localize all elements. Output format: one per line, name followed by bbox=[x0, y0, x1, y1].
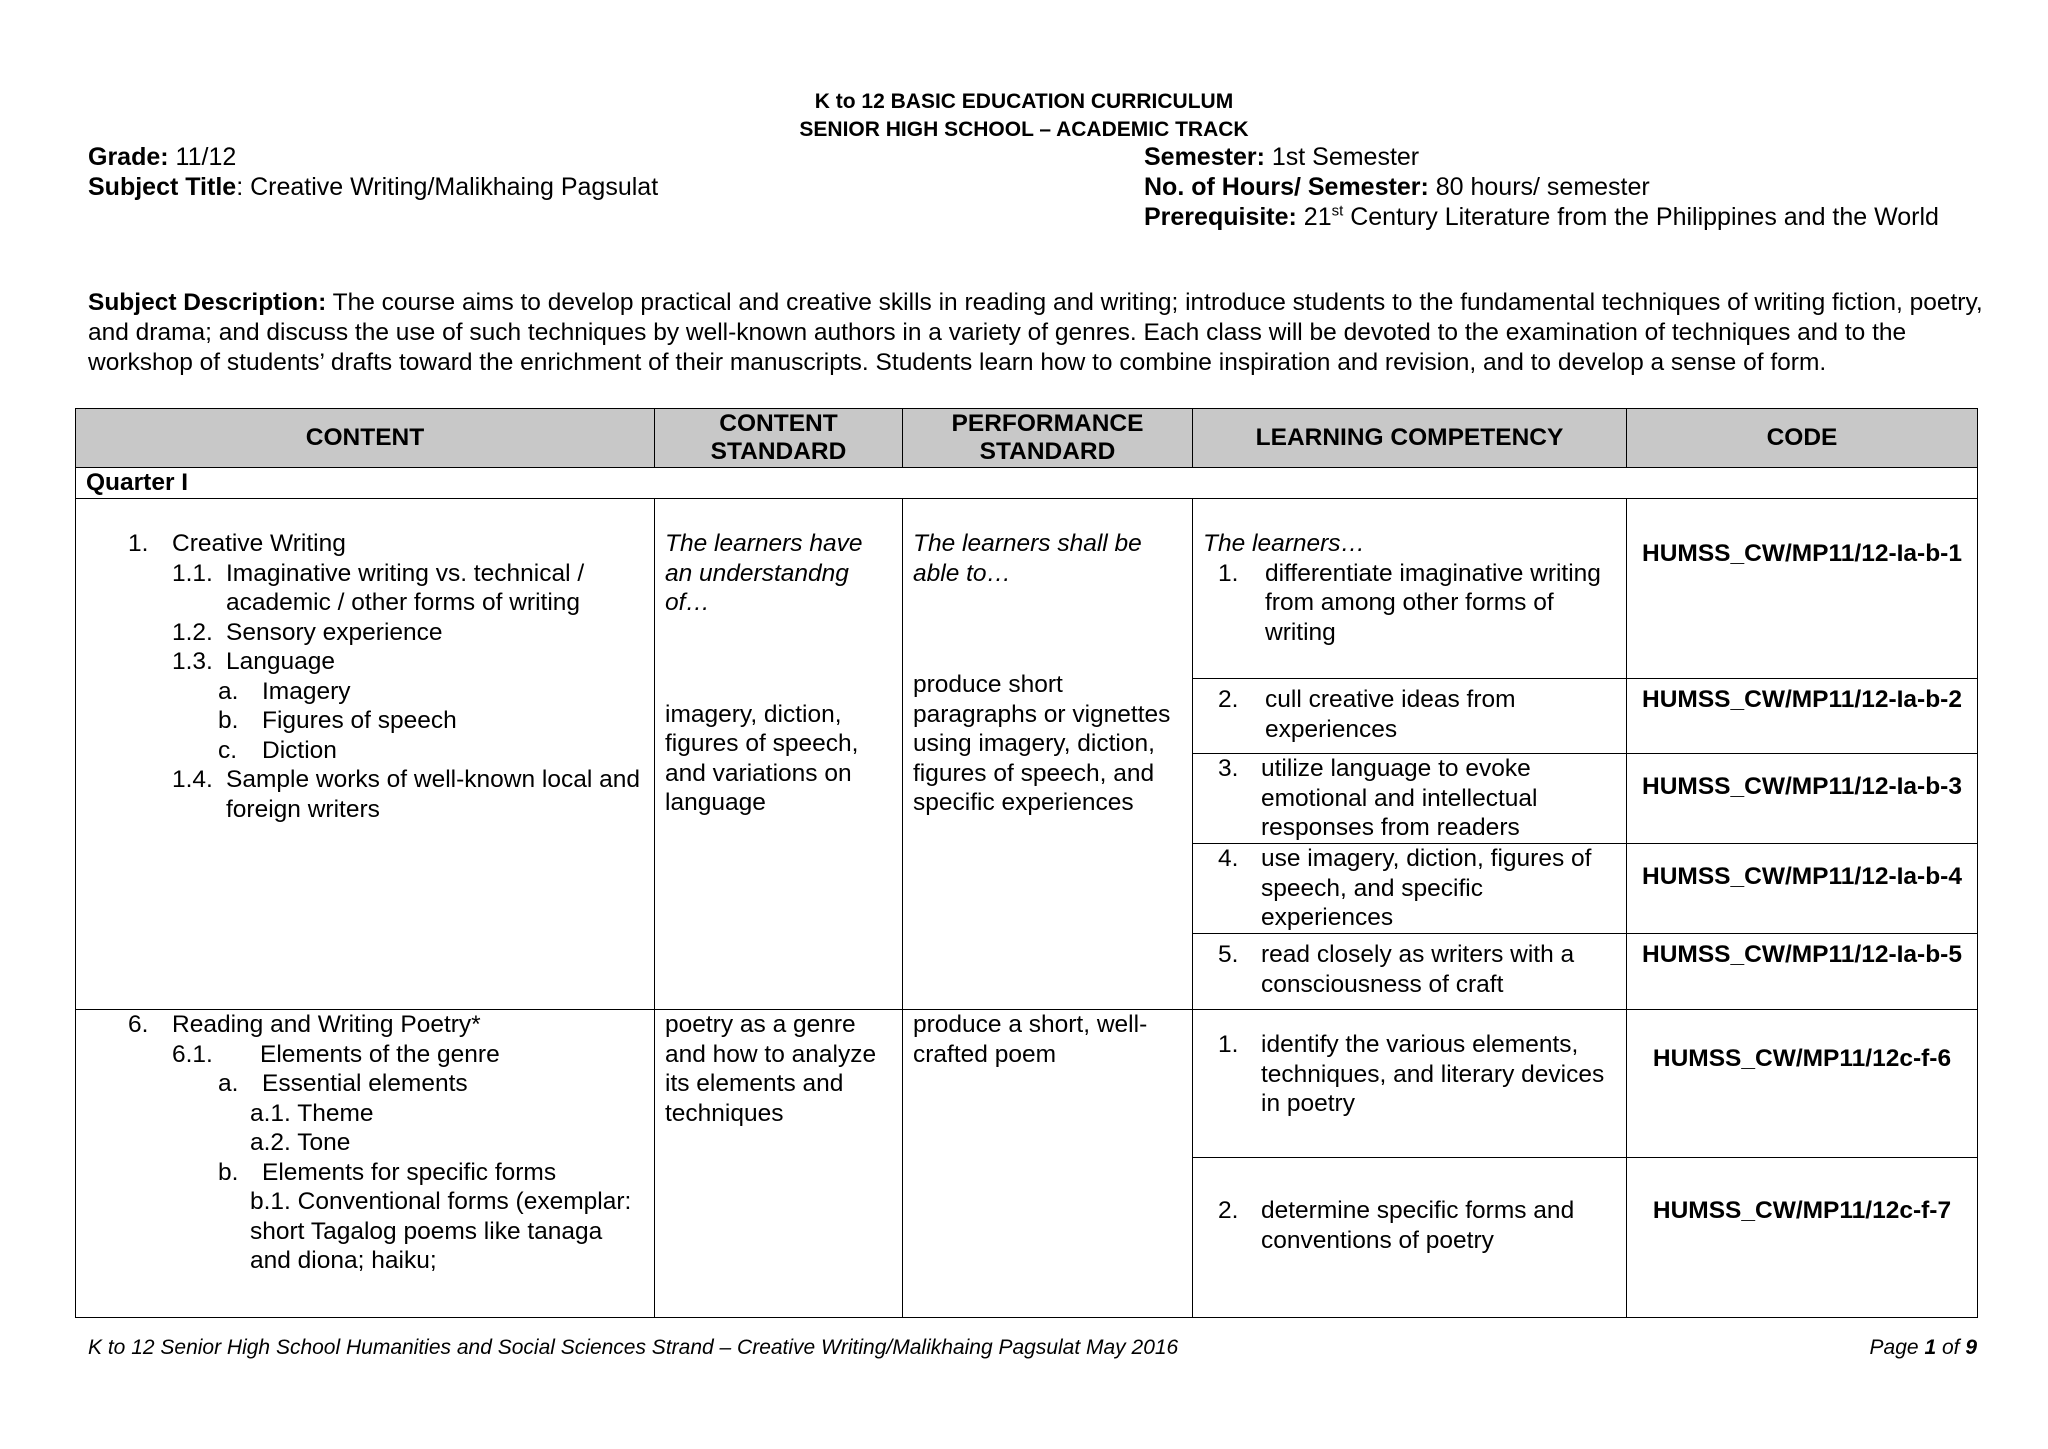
content-standard-intro: The learners have an understandng of… bbox=[665, 530, 863, 616]
content-item-number: 6.1. bbox=[172, 1040, 213, 1068]
competency-number: 1. bbox=[1218, 559, 1239, 587]
subject-line bbox=[88, 172, 658, 202]
content-item-text: Imagery bbox=[262, 677, 351, 705]
content-cell bbox=[76, 499, 655, 1010]
description-text: The course aims to develop practical and creative skills in reading and writing; introduce students to the fundamental techniques of writing fiction, poetry, and drama; and discuss the use of such techniques by well-known authors in a variety of genres. Each class will be devoted to the examination of techniques and to the workshop of students’ drafts toward the enrichment of their manuscripts. Students learn how to combine inspiration and revision, and to develop a sense of form. bbox=[88, 289, 1983, 376]
description-label: Subject Description: bbox=[88, 289, 327, 316]
content-item-text: Essential elements bbox=[262, 1070, 468, 1097]
competency-cell bbox=[1193, 754, 1627, 844]
competency-cell bbox=[1193, 844, 1627, 934]
content-item-text: a.1. Theme bbox=[250, 1099, 374, 1127]
competency-code: HUMSS_CW/MP11/12-Ia-b-5 bbox=[1627, 934, 1978, 1010]
performance-standard-intro: The learners shall be able to… bbox=[913, 530, 1142, 587]
table-header-row bbox=[76, 409, 1978, 468]
content-cell bbox=[76, 1010, 655, 1318]
competency-number: 1. bbox=[1218, 1031, 1239, 1058]
hours-value: 80 hours/ semester bbox=[1428, 173, 1650, 201]
content-list bbox=[86, 1010, 644, 1276]
grade-label: Grade: bbox=[88, 143, 169, 171]
content-item-text: Elements for specific forms bbox=[262, 1158, 557, 1186]
content-standard-text: poetry as a genre and how to analyze its elements and techniques bbox=[665, 1011, 877, 1127]
content-item-text: Reading and Writing Poetry* bbox=[172, 1011, 481, 1038]
content-list bbox=[86, 529, 644, 824]
content-item-number: 1. bbox=[128, 530, 149, 557]
content-item bbox=[86, 1099, 644, 1129]
page-indicator bbox=[1870, 1336, 1977, 1360]
competency-cell bbox=[1193, 934, 1627, 1010]
competency-code: HUMSS_CW/MP11/12c-f-6 bbox=[1627, 1010, 1978, 1158]
track-title: SENIOR HIGH SCHOOL – ACADEMIC TRACK bbox=[799, 118, 1249, 141]
curriculum-title: K to 12 BASIC EDUCATION CURRICULUM bbox=[814, 90, 1234, 113]
competency-item bbox=[1203, 940, 1616, 999]
competency-code: HUMSS_CW/MP11/12-Ia-b-4 bbox=[1627, 844, 1978, 934]
competency-item bbox=[1203, 559, 1616, 648]
content-item-number: 1.4. bbox=[172, 766, 213, 793]
competency-text: use imagery, diction, figures of speech, and specific experiences bbox=[1261, 845, 1592, 931]
competency-code: HUMSS_CW/MP11/12c-f-7 bbox=[1627, 1158, 1978, 1318]
content-item-number: 1.3. bbox=[172, 648, 213, 675]
content-item-number: b. bbox=[218, 1158, 239, 1186]
content-item bbox=[86, 618, 644, 648]
competency-intro: The learners… bbox=[1203, 530, 1366, 557]
content-item-text: Elements of the genre bbox=[260, 1040, 500, 1068]
competency-item bbox=[1203, 844, 1616, 933]
content-item bbox=[86, 1187, 644, 1276]
quarter-row bbox=[76, 468, 1978, 499]
competency-item bbox=[1203, 685, 1616, 744]
footer-text: K to 12 Senior High School Humanities and Social Sciences Strand – Creative Writing/Malikhaing Pagsulat May 2016 bbox=[88, 1336, 1179, 1359]
content-item-text: Creative Writing bbox=[172, 530, 346, 557]
content-item-number: 1.1. bbox=[172, 559, 213, 587]
header-content: CONTENT bbox=[76, 409, 655, 468]
content-item-text: Figures of speech bbox=[262, 707, 457, 734]
content-item-number: c. bbox=[218, 736, 238, 764]
content-item-text: Imaginative writing vs. technical / academic / other forms of writing bbox=[226, 559, 585, 616]
subject-value: : Creative Writing/Malikhaing Pagsulat bbox=[236, 173, 659, 201]
grade-line bbox=[88, 142, 236, 172]
content-item bbox=[86, 677, 644, 707]
subject-description bbox=[88, 288, 1988, 378]
curriculum-table bbox=[75, 408, 1978, 1318]
prerequisite-label: Prerequisite: bbox=[1144, 203, 1297, 231]
competency-text: differentiate imaginative writing from among other forms of writing bbox=[1265, 559, 1601, 646]
performance-standard-cell bbox=[903, 499, 1193, 1010]
content-item bbox=[86, 559, 644, 618]
semester-label: Semester: bbox=[1144, 143, 1265, 171]
content-item-text: Language bbox=[226, 648, 336, 675]
grade-value: 11/12 bbox=[168, 143, 237, 171]
competency-number: 2. bbox=[1218, 1197, 1239, 1224]
content-item-number: 6. bbox=[128, 1011, 149, 1038]
content-standard-cell bbox=[655, 1010, 903, 1318]
content-item-number: b. bbox=[218, 707, 239, 734]
header-learning-competency: LEARNING COMPETENCY bbox=[1193, 409, 1627, 468]
competency-cell bbox=[1193, 1010, 1627, 1158]
competency-item bbox=[1203, 1030, 1616, 1119]
content-item bbox=[86, 765, 644, 824]
semester-line bbox=[1144, 142, 1419, 172]
content-item bbox=[86, 736, 644, 766]
competency-number: 5. bbox=[1218, 941, 1239, 968]
prerequisite-number: 21 bbox=[1296, 203, 1332, 231]
table-row bbox=[76, 1010, 1978, 1158]
content-item-text: b.1. Conventional forms (exemplar: short Tagalog poems like tanaga and diona; haiku; bbox=[250, 1188, 632, 1274]
competency-text: read closely as writers with a consciousness of craft bbox=[1261, 941, 1575, 998]
content-standard-cell bbox=[655, 499, 903, 1010]
page-of: of bbox=[1936, 1336, 1966, 1359]
performance-standard-text: produce a short, well-crafted poem bbox=[913, 1011, 1148, 1068]
competency-code: HUMSS_CW/MP11/12-Ia-b-3 bbox=[1627, 754, 1978, 844]
page-prefix: Page bbox=[1869, 1336, 1925, 1359]
prerequisite-ordinal: st bbox=[1331, 202, 1344, 220]
competency-text: identify the various elements, techniques, and literary devices in poetry bbox=[1261, 1031, 1605, 1117]
content-item bbox=[86, 1010, 644, 1040]
content-item-number: 1.2. bbox=[172, 618, 213, 646]
content-item bbox=[86, 647, 644, 677]
competency-code: HUMSS_CW/MP11/12-Ia-b-1 bbox=[1627, 499, 1978, 679]
content-item-text: Sample works of well-known local and foreign writers bbox=[226, 766, 640, 823]
content-standard-text: imagery, diction, figures of speech, and variations on language bbox=[665, 700, 859, 816]
content-item bbox=[86, 1128, 644, 1158]
competency-cell bbox=[1193, 679, 1627, 754]
content-item bbox=[86, 529, 644, 559]
content-item-text: Diction bbox=[262, 736, 337, 764]
page-number: 1 bbox=[1924, 1336, 1937, 1359]
table-row bbox=[76, 499, 1978, 679]
header-performance-standard: PERFORMANCE STANDARD bbox=[903, 409, 1193, 468]
performance-standard-cell bbox=[903, 1010, 1193, 1318]
competency-number: 3. bbox=[1218, 755, 1239, 782]
content-item-text: Sensory experience bbox=[226, 618, 443, 646]
content-item-number: a. bbox=[218, 677, 239, 705]
competency-cell bbox=[1193, 1158, 1627, 1318]
content-item-number: a. bbox=[218, 1070, 239, 1097]
content-item-text: a.2. Tone bbox=[250, 1129, 351, 1156]
header-code: CODE bbox=[1627, 409, 1978, 468]
competency-item bbox=[1203, 754, 1616, 843]
header-content-standard: CONTENT STANDARD bbox=[655, 409, 903, 468]
competency-text: cull creative ideas from experiences bbox=[1265, 686, 1516, 743]
hours-label: No. of Hours/ Semester: bbox=[1144, 173, 1429, 201]
competency-item bbox=[1203, 1196, 1616, 1255]
semester-value: 1st Semester bbox=[1264, 143, 1420, 171]
quarter-label: Quarter I bbox=[76, 468, 1978, 499]
competency-text: utilize language to evoke emotional and intellectual responses from readers bbox=[1261, 755, 1538, 841]
competency-number: 2. bbox=[1218, 686, 1239, 713]
hours-line bbox=[1144, 172, 1650, 202]
page-total: 9 bbox=[1965, 1336, 1977, 1359]
subject-label: Subject Title bbox=[88, 173, 237, 201]
competency-cell bbox=[1193, 499, 1627, 679]
competency-code: HUMSS_CW/MP11/12-Ia-b-2 bbox=[1627, 679, 1978, 754]
content-item bbox=[86, 1040, 644, 1070]
performance-standard-text: produce short paragraphs or vignettes using imagery, diction, figures of speech, and specific experiences bbox=[913, 671, 1171, 816]
content-item bbox=[86, 706, 644, 736]
competency-text: determine specific forms and conventions of poetry bbox=[1261, 1197, 1575, 1254]
competency-number: 4. bbox=[1218, 845, 1239, 872]
content-item bbox=[86, 1158, 644, 1188]
content-item bbox=[86, 1069, 644, 1099]
prerequisite-value: Century Literature from the Philippines and the World bbox=[1343, 203, 1939, 231]
prerequisite-line bbox=[1144, 202, 1939, 232]
